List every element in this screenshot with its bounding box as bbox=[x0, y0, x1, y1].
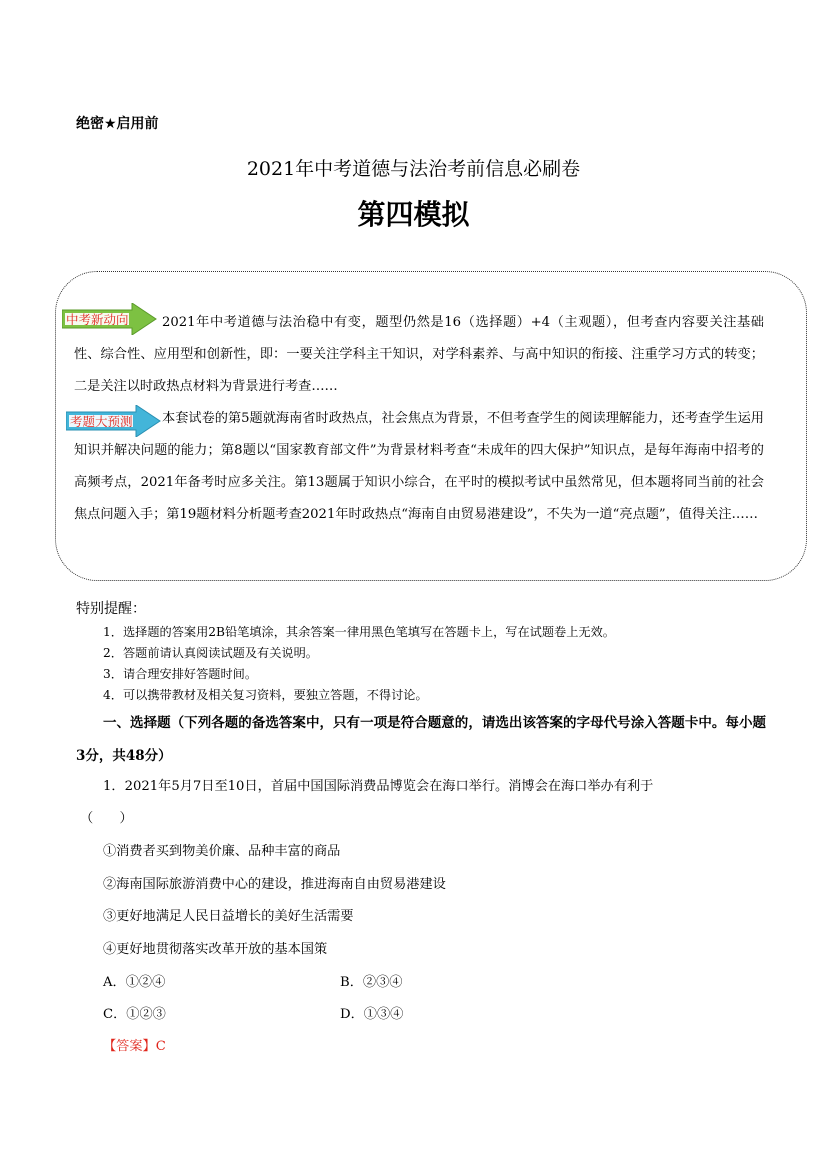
statement-4: ④更好地贯彻落实改革开放的基本国策 bbox=[103, 942, 328, 957]
notice-title: 特别提醒： bbox=[76, 601, 146, 617]
secret-label: 绝密★启用前 bbox=[76, 116, 159, 132]
answer bbox=[103, 1035, 166, 1054]
notice-item: 2．答题前请认真阅读试题及有关说明。 bbox=[103, 646, 318, 660]
statement-2: ②海南国际旅游消费中心的建设，推进海南自由贸易港建设 bbox=[103, 877, 446, 892]
section-heading: 一、选择题（下列各题的备选答案中，只有一项是符合题意的，请选出该答案的字母代号涂入答题卡中。每小题3分，共48分） bbox=[76, 715, 766, 764]
choice-b: B．②③④ bbox=[340, 975, 403, 990]
answer-label: 【答案】 bbox=[103, 1039, 156, 1054]
choice-d: D．①③④ bbox=[340, 1007, 404, 1022]
notice-item: 3．请合理安排好答题时间。 bbox=[103, 667, 258, 681]
exam-subtitle: 第四模拟 bbox=[357, 198, 470, 231]
intro-paragraph-1: 2021年中考道德与法治稳中有变，题型仍然是16（选择题）+4（主观题），但考查内容要关注基础性、综合性、应用型和创新性，即：一要关注学科主干知识，对学科素养、与高中知识的衔接、注重学习方式的转变；二是关注以时政热点材料为背景进行考查…… bbox=[74, 315, 764, 394]
notice-item: 4．可以携带教材及相关复习资料，要独立答题，不得讨论。 bbox=[103, 688, 428, 702]
answer-value: C bbox=[155, 1039, 166, 1054]
question-blank: （ ） bbox=[80, 811, 133, 826]
tag-new-trend-label: 中考新动向 bbox=[66, 312, 129, 327]
statement-1: ①消费者买到物美价廉、品种丰富的商品 bbox=[103, 844, 341, 859]
exam-title: 2021年中考道德与法治考前信息必刷卷 bbox=[246, 158, 581, 180]
intro-paragraph-2: 本套试卷的第5题就海南省时政热点，社会焦点为背景，不但考查学生的阅读理解能力，还考查学生运用知识并解决问题的能力；第8题以“国家教育部文件”为背景材料考查“未成年的四大保护”知识点，是每年海南中招考的高频考点，2021年备考时应多关注。第13题属于知识小综合，在平时的模拟考试中虽然常见，但本题将同当前的社会焦点问题入手；第19题材料分析题考查2021年时政热点“海南自由贸易港建设”，不失为一道“亮点题”，值得关注…… bbox=[74, 411, 764, 522]
notice-item: 1．选择题的答案用2B铅笔填涂，其余答案一律用黑色笔填写在答题卡上，写在试题卷上无效。 bbox=[103, 625, 615, 639]
statement-3: ③更好地满足人民日益增长的美好生活需要 bbox=[103, 909, 354, 924]
tag-prediction-label: 考题大预测 bbox=[70, 414, 133, 429]
question-stem: 1．2021年5月7日至10日，首届中国国际消费品博览会在海口举行。消博会在海口举办有利于 bbox=[103, 779, 654, 794]
choice-a: A．①②④ bbox=[103, 975, 166, 990]
choice-c: C．①②③ bbox=[103, 1007, 166, 1022]
